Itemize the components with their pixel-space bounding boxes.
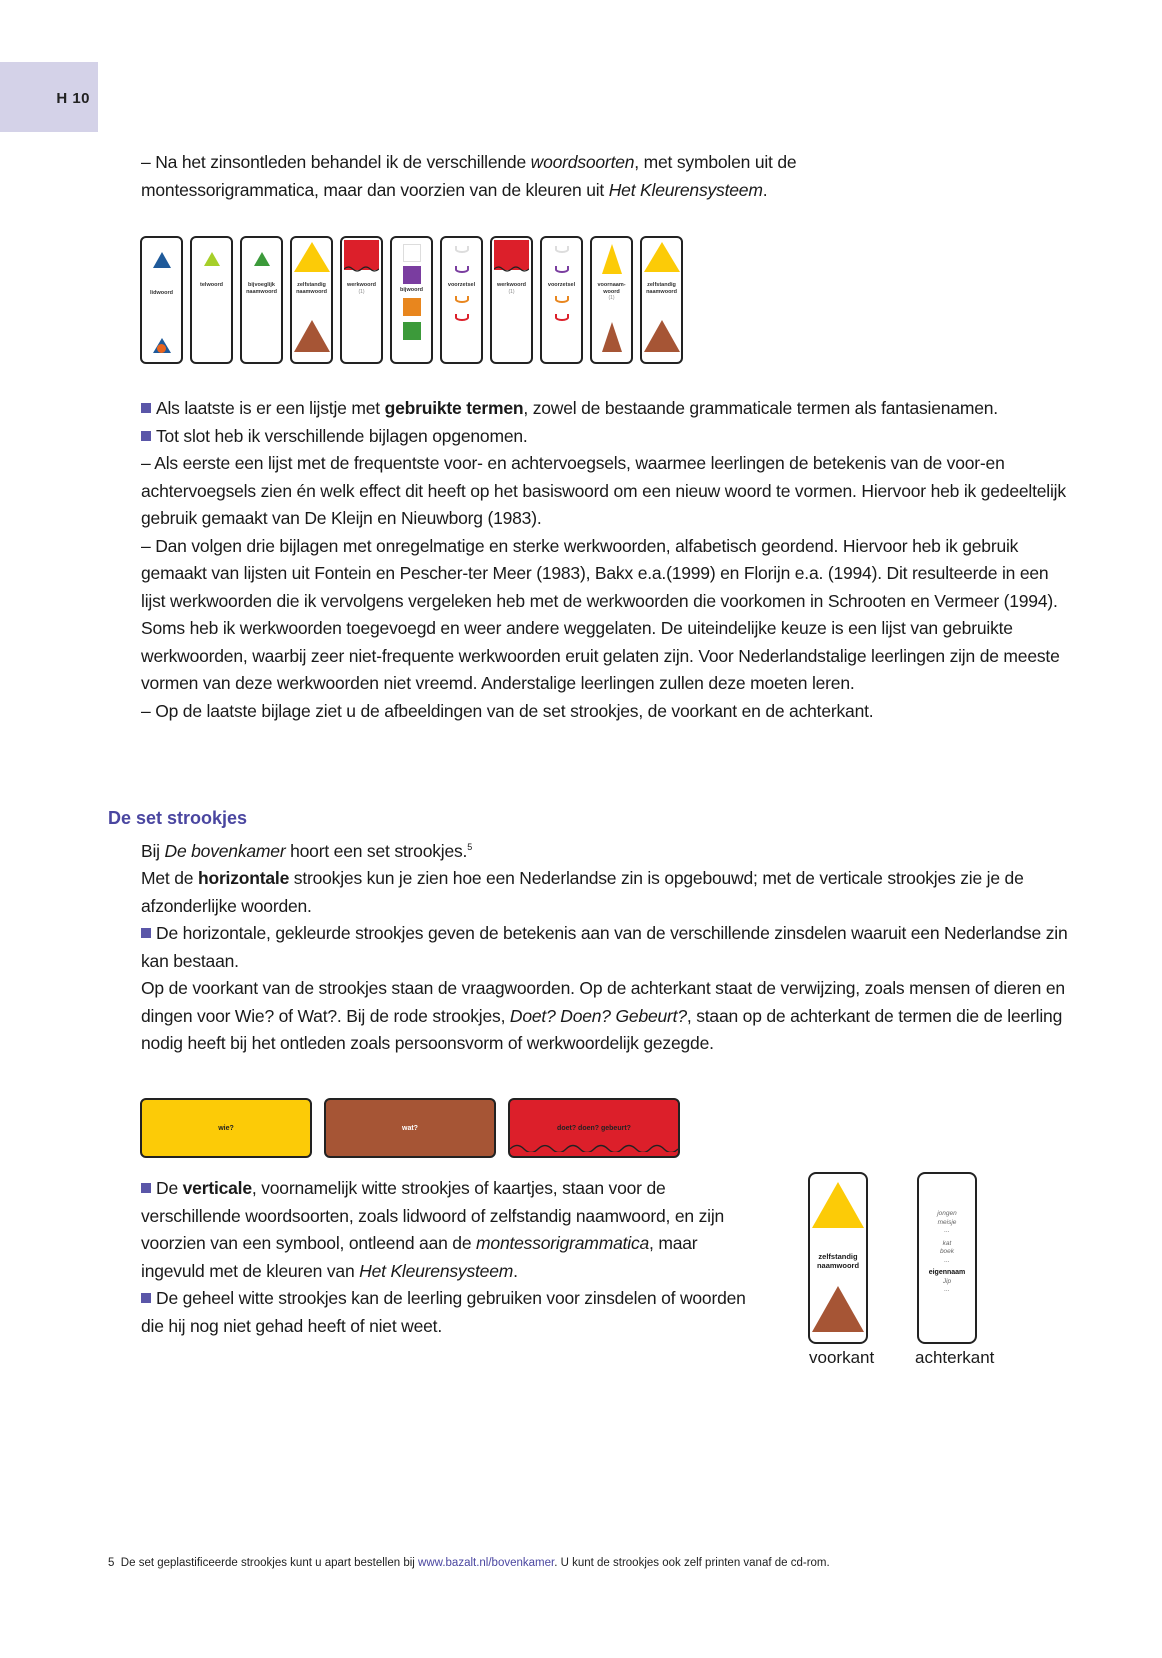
- body-text: Als laatste is er een lijstje met: [156, 398, 385, 418]
- intro-text: , met symbolen uit de: [634, 152, 797, 172]
- brown-triangle-icon: [812, 1286, 864, 1332]
- caption-front: voorkant: [809, 1348, 875, 1367]
- strip-voorzetsel: [440, 236, 483, 364]
- body-italic: Het Kleurensysteem: [359, 1260, 514, 1281]
- body-text: , voornamelijk witte strookjes of kaartjes, staan voor de verschillende woordsoorten, zoals lidwoord of zelfstandig naamwoord, en zijn voorzien van een symbool, ontleend aan de: [141, 1178, 725, 1253]
- body-text: strookjes kun je zien hoe een Nederlandse zin is opgebouwd; met de verticale strookjes zie je de afzonderlijke woorden.: [141, 868, 1024, 916]
- strip-bijwoord: [390, 236, 433, 364]
- footnote-link[interactable]: www.bazalt.nl/bovenkamer: [418, 1557, 555, 1569]
- white-arc-icon: [555, 246, 569, 253]
- body-text: – Dan volgen drie bijlagen met onregelmatige en sterke werkwoorden, alfabetisch geordend. Hiervoor heb ik gebruik gemaakt van lijsten uit Fontein en Pescher-ter Meer (1983), Bakx e.a.(1999) en Florijn e.a. (1994). Dit resulteerde in een lijst werkwoorden die ik vervolgens vergeleken heb met de werkwoorden die voorkomen in Schrooten en Vermeer (1994). Soms heb ik werkwoorden toegevoegd en weer andere weggelaten. De uiteindelijke keuze is een lijst van gebruikte werkwoorden, waarbij zeer niet-frequente werkwoorden eruit gelaten zijn. Voor Nederlandstalige leerlingen zijn de meeste vormen van deze werkwoorden niet vreemd. Anderstalige leerlingen zullen deze moeten leren.: [141, 535, 1060, 693]
- strip-note: (1): [608, 295, 615, 301]
- orange-square-icon: [403, 298, 421, 316]
- purple-square-icon: [403, 266, 421, 284]
- yellow-triangle-icon: [644, 242, 680, 272]
- footnote-number: 5: [108, 1557, 115, 1569]
- card-back-bold: eigennaam: [928, 1269, 966, 1276]
- strip-label: doet? doen? gebeurt?: [557, 1124, 631, 1132]
- wave-icon: [344, 265, 379, 273]
- strip-voorzetsel: [540, 236, 583, 364]
- body-bold: gebruikte termen: [384, 398, 524, 418]
- strip-label: voorzetsel: [547, 282, 576, 288]
- body-text: – Op de laatste bijlage ziet u de afbeeldingen van de set strookjes, de voorkant en de achterkant.: [141, 700, 874, 721]
- strip-label: telwoord: [200, 282, 223, 288]
- strip-label-text: werkwoord: [346, 282, 377, 288]
- bullet-square-icon: [141, 928, 151, 938]
- chapter-label: H 10: [56, 90, 90, 107]
- white-arc-icon: [455, 246, 469, 253]
- intro-text: – Na het zinsontleden behandel ik de verschillende: [141, 152, 531, 172]
- strip-werkwoord: [340, 236, 383, 364]
- intro-text: montessorigrammatica, maar dan voorzien van de kleuren uit: [141, 179, 609, 200]
- body-text: hoort een set strookjes.: [285, 840, 468, 861]
- strip-doet: [508, 1098, 680, 1158]
- card-label: [810, 1252, 866, 1270]
- card-back-line: ...: [944, 1256, 950, 1264]
- example-card-back: [917, 1172, 977, 1344]
- vertical-strips-figure: [140, 236, 683, 364]
- strip-label-text: voornaam-woord: [597, 282, 626, 295]
- body-text: Op de voorkant van de strookjes staan de vraagwoorden. Op de achterkant staat de verwijzing, zoals mensen of dieren en dingen voor Wie? of Wat?. Bij de rode strookjes,: [141, 978, 1065, 1026]
- footnote-text: . U kunt de strookjes ook zelf printen vanaf de cd-rom.: [554, 1557, 830, 1569]
- orange-arc-icon: [555, 296, 569, 303]
- strip-label: wie?: [218, 1124, 234, 1132]
- card-back-content: [919, 1174, 975, 1295]
- card-back-line: meisje: [937, 1218, 957, 1226]
- body-text: De geheel witte strookjes kan de leerling gebruiken voor zinsdelen of woorden die hij nog niet gehad heeft of niet weet.: [141, 1288, 746, 1336]
- strip-label: lidwoord: [150, 290, 173, 296]
- intro-italic: Het Kleurensysteem: [608, 179, 763, 200]
- card-label-line: naamwoord: [816, 1261, 860, 1270]
- card-back-line: boek: [939, 1248, 955, 1255]
- strip-label: [342, 282, 381, 295]
- brown-narrow-triangle-icon: [602, 322, 622, 352]
- strip-label: bijwoord: [400, 287, 423, 293]
- horizontal-strips-figure: [140, 1098, 680, 1158]
- strip-label: bijvoeglijk naamwoord: [246, 282, 277, 295]
- chapter-tab: [0, 62, 98, 132]
- strip-note: (1): [358, 288, 365, 295]
- strip-wat: [324, 1098, 496, 1158]
- purple-arc-icon: [455, 266, 469, 273]
- bullet-square-icon: [141, 403, 151, 413]
- body-text: .: [513, 1260, 518, 1281]
- wave-icon: [510, 1142, 678, 1152]
- intro-text: .: [762, 179, 768, 200]
- strip-label: zelfstandig naamwoord: [646, 282, 677, 295]
- body-bold: verticale: [182, 1178, 252, 1198]
- yellow-triangle-icon: [294, 242, 330, 272]
- yellow-narrow-triangle-icon: [602, 244, 622, 274]
- red-block-icon: [494, 240, 529, 270]
- card-back-line: Jip: [942, 1277, 952, 1285]
- card-back-line: jongen: [937, 1210, 957, 1217]
- strip-note: (1): [508, 288, 515, 295]
- intro-italic: woordsoorten: [530, 152, 635, 172]
- body-text: , zowel de bestaande grammaticale termen als fantasienamen.: [523, 398, 998, 418]
- wave-icon: [494, 265, 529, 273]
- strip-label-text: werkwoord: [496, 282, 527, 288]
- strip-label: voorzetsel: [447, 282, 476, 288]
- body-text: – Als eerste een lijst met de frequentste voor- en achtervoegsels, waarmee leerlingen de betekenis van de voor-en achtervoegsels zien én welk effect dit heeft op het basiswoord om een nieuw woord te vormen. Hiervoor heb ik gedeeltelijk gebruik gemaakt van De Kleijn en Nieuwborg (1983).: [141, 453, 1066, 528]
- white-square-icon: [403, 244, 421, 262]
- strip-label: zelfstandig naamwoord: [296, 282, 327, 295]
- brown-triangle-icon: [294, 320, 330, 352]
- body-text: , staan op de achterkant de termen die de leerling nodig heeft bij het ontleden zoals persoonsvorm of werkwoordelijk gezegde.: [141, 1005, 1063, 1054]
- green-square-icon: [403, 322, 421, 340]
- card-back-line: ...: [944, 1227, 950, 1234]
- card-back-line: ...: [944, 1286, 950, 1293]
- footnote: [108, 1557, 830, 1569]
- bullet-square-icon: [141, 1293, 151, 1303]
- green-triangle-icon: [254, 252, 270, 266]
- body-italic: De bovenkamer: [164, 840, 286, 861]
- body-bold: horizontale: [197, 868, 290, 889]
- blue-triangle-icon: [153, 252, 171, 268]
- example-card-front: [808, 1172, 868, 1344]
- brown-triangle-icon: [644, 320, 680, 352]
- section-heading: De set strookjes: [108, 808, 248, 828]
- body-text: Tot slot heb ik verschillende bijlagen opgenomen.: [156, 425, 528, 446]
- strip-werkwoord: [490, 236, 533, 364]
- body-text: , maar ingevuld met de kleuren van: [141, 1233, 698, 1281]
- body-italic: Doet? Doen? Gebeurt?: [509, 1005, 687, 1026]
- purple-arc-icon: [555, 266, 569, 273]
- body-italic: montessorigrammatica: [476, 1233, 650, 1253]
- strip-voornaamwoord: [590, 236, 633, 364]
- body-text: Met de: [141, 868, 198, 889]
- strip-label: wat?: [402, 1124, 418, 1132]
- red-arc-icon: [455, 314, 469, 321]
- intro-paragraph: [141, 149, 1071, 204]
- caption-back: achterkant: [915, 1348, 995, 1367]
- body-text: Bij: [141, 840, 165, 861]
- card-back-line: kat: [942, 1239, 952, 1247]
- body-text: De horizontale, gekleurde strookjes geven de betekenis aan van de verschillende zinsdelen waaruit een Nederlandse zin kan bestaan.: [141, 923, 1068, 971]
- bullet-square-icon: [141, 431, 151, 441]
- body-paragraphs: [141, 395, 1071, 725]
- strip-label: [492, 282, 531, 295]
- strip-zelfstandig-naamwoord: [290, 236, 333, 364]
- card-label-line: zelfstandig: [818, 1252, 858, 1261]
- bullet-square-icon: [141, 1183, 151, 1193]
- strip-lidwoord: [140, 236, 183, 364]
- strip-wie: [140, 1098, 312, 1158]
- orange-dot-icon: [157, 344, 166, 353]
- lightgreen-triangle-icon: [204, 252, 220, 266]
- vertical-section-paragraphs: [141, 1175, 761, 1340]
- red-arc-icon: [555, 314, 569, 321]
- footnote-text: De set geplastificeerde strookjes kunt u apart bestellen bij: [120, 1557, 419, 1569]
- strip-label: [592, 282, 631, 302]
- strip-bijvoeglijk-naamwoord: [240, 236, 283, 364]
- orange-arc-icon: [455, 296, 469, 303]
- section-paragraphs: [141, 834, 1071, 1058]
- yellow-triangle-icon: [812, 1182, 864, 1228]
- body-text: De: [156, 1178, 183, 1198]
- footnote-ref[interactable]: 5: [467, 842, 473, 852]
- strip-zelfstandig-naamwoord: [640, 236, 683, 364]
- red-block-icon: [344, 240, 379, 270]
- strip-telwoord: [190, 236, 233, 364]
